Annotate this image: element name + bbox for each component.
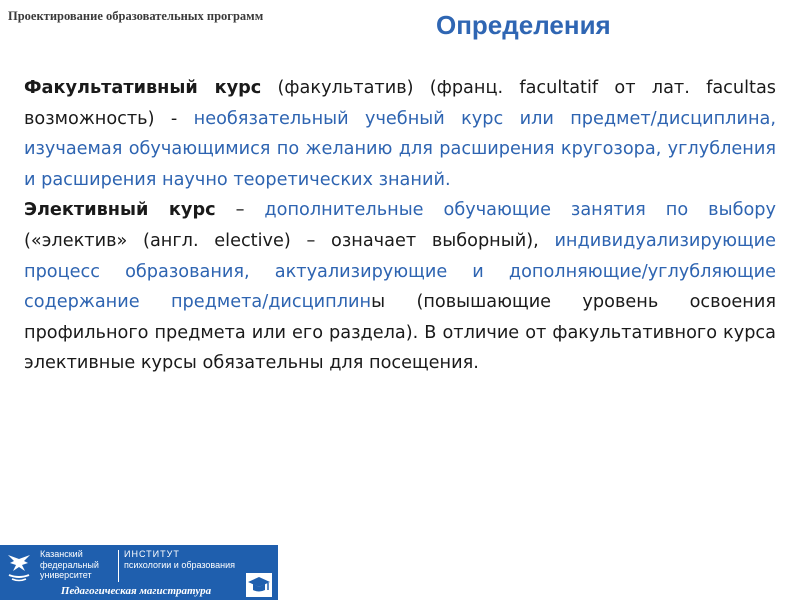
definition-text-elective-a: дополнительные обучающие занятия по выбору <box>264 200 776 221</box>
university-logo <box>0 545 278 600</box>
etymology-facultative: (факультатив) (франц. facultatif от лат. facultas возможность) - <box>24 78 777 129</box>
term-elective: Элективный курс <box>24 200 216 221</box>
definition-facultative <box>24 73 776 195</box>
logo-divider <box>118 550 119 582</box>
logo-footer-text: Педагогическая магистратура <box>60 585 212 597</box>
definition-text-elective-tail: (повышающие уровень освоения профильного предмета или его раздела). В отличие от факультативного курса элективные курсы обязательны для посещения. <box>24 292 776 374</box>
definition-tail-letter: ы <box>371 292 386 313</box>
definition-text-elective-b: индивидуализирующие процесс образования, актуализирующие и дополняющие/углубляющие содержание предмета/дисциплин <box>24 230 776 313</box>
institute-field: психологии и образования <box>124 559 235 570</box>
graduation-cap-badge <box>246 573 272 597</box>
slide-title: Определения <box>436 10 611 40</box>
university-emblem-icon <box>4 549 34 583</box>
institute-name: ИНСТИТУТ <box>124 549 180 559</box>
definitions-body <box>24 73 776 379</box>
university-name: Казанский федеральный университет <box>40 549 99 580</box>
dash-elective: – <box>215 200 265 221</box>
definition-text-facultative: необязательный учебный курс или предмет/дисциплина, изучаемая обучающимися по желанию для расширения кругозора, углубления и расширения научно теоретических знаний. <box>24 108 776 190</box>
program-title: Проектирование образовательных программ <box>8 9 264 23</box>
institute-block <box>124 549 274 570</box>
definition-elective <box>24 195 776 379</box>
etymology-elective: («электив» (англ. elective) – означает выборный), <box>24 230 555 251</box>
graduation-cap-icon <box>246 573 272 597</box>
term-facultative: Факультативный курс <box>24 78 262 98</box>
